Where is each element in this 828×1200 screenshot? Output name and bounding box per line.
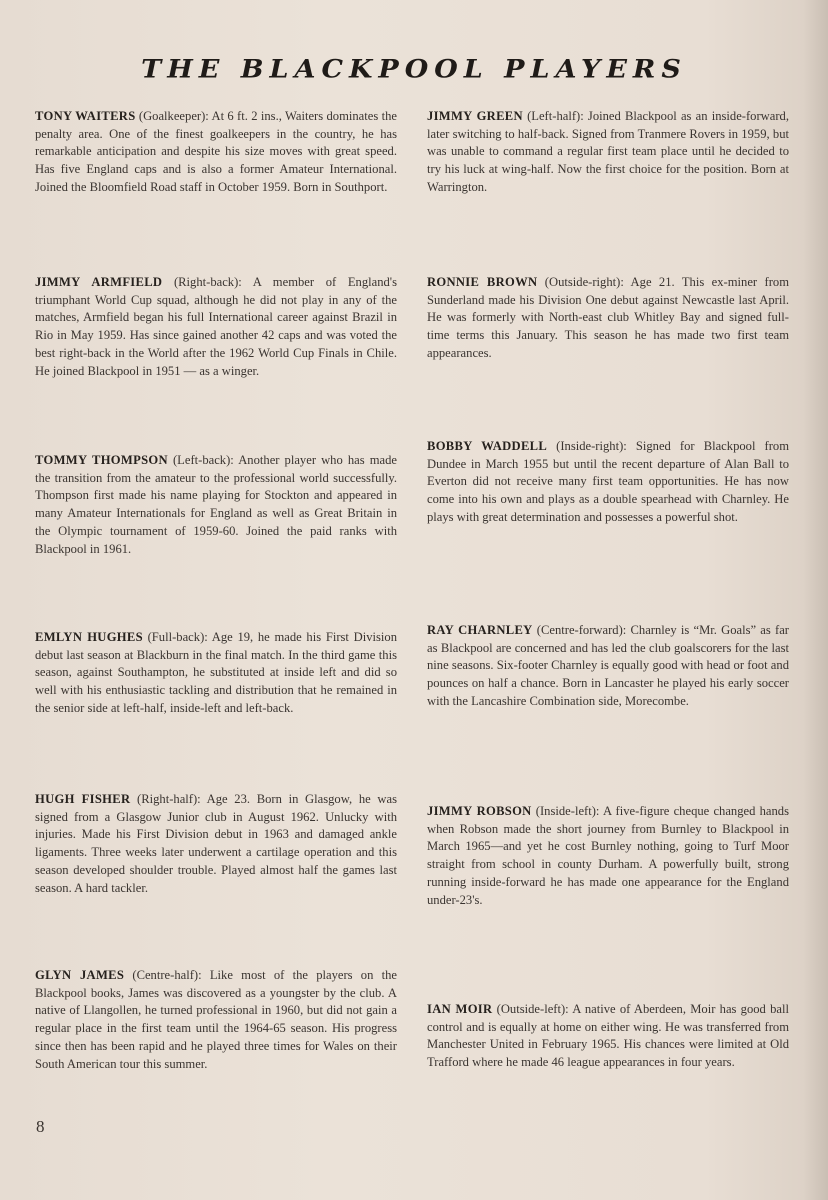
player-bio: Like most of the players on the Blackpool books, James was discovered as a youngster by the club. A native of Llangollen, he turned professional in 1960, but did not gain a regular place in the first team until the 1964-65 season. His progress since then has been rapid and he played three times for Wales on their South American tour this summer. <box>35 968 397 1071</box>
player-name: IAN MOIR <box>427 1002 493 1016</box>
player-entry-glyn-james <box>35 967 397 1073</box>
player-entry-jimmy-green <box>427 108 789 197</box>
player-bio: Age 23. Born in Glasgow, he was signed from a Glasgow Junior club in August 1962. Unlucky with injuries. Made his First Division debut in 1963 and damaged ankle ligaments. Three weeks later underwent a cartilage operation and this season developed shoulder trouble. Played almost half the games last season. A hard tackler. <box>35 792 397 895</box>
player-position: (Centre-half): <box>132 968 202 982</box>
player-bio: At 6 ft. 2 ins., Waiters dominates the penalty area. One of the finest goalkeepers in the country, he has remarkable anticipation and despite his size moves with great speed. Has five England caps and is also a former Amateur International. Joined the Bloomfield Road staff in October 1959. Born in Southport. <box>35 109 397 194</box>
player-entry-ronnie-brown <box>427 274 789 363</box>
page-title: THE BLACKPOOL PLAYERS <box>141 54 687 85</box>
player-entry-emlyn-hughes <box>35 629 397 718</box>
player-position: (Right-half): <box>137 792 201 806</box>
player-entry-jimmy-robson <box>427 803 789 909</box>
player-name: JIMMY ROBSON <box>427 804 532 818</box>
player-position: (Centre-forward): <box>536 623 627 637</box>
player-bio: Joined Blackpool as an inside-forward, later switching to half-back. Signed from Tranmere Rovers in 1959, but was unable to command a regular first team place until he decided to try his luck at wing-half. Now the first choice for the position. Born at Warrington. <box>427 109 789 194</box>
player-entry-tony-waiters <box>35 108 397 197</box>
player-name: GLYN JAMES <box>35 968 125 982</box>
player-entry-jimmy-armfield <box>35 274 397 380</box>
player-name: RONNIE BROWN <box>427 275 538 289</box>
player-bio: Age 21. This ex-miner from Sunderland made his Division One debut against Newcastle last April. He was formerly with North-east club Whitley Bay and signed full-time terms this January. This season he has made two first team appearances. <box>427 275 789 360</box>
player-name: EMLYN HUGHES <box>35 630 143 644</box>
player-bio: A five-figure cheque changed hands when Robson made the short journey from Burnley to Blackpool in March 1965—and yet he cost Burnley nothing, going to Turf Moor straight from school in county Durham. A powerfully built, strong running inside-forward he has made one appearance for the England under-23's. <box>427 804 789 907</box>
player-entry-bobby-waddell <box>427 438 789 527</box>
player-bio: Age 19, he made his First Division debut last season at Blackburn in the final match. In the third game this season, against Southampton, he substituted at inside left and did so well with his enthusiastic tackling and distribution that he remained in the senior side at left-half, inside-left and left-back. <box>35 630 397 715</box>
player-position: (Outside-right): <box>544 275 624 289</box>
player-position: (Outside-left): <box>496 1002 569 1016</box>
player-bio: Charnley is “Mr. Goals” as far as Blackpool are concerned and has led the club goalscorers for the last nine seasons. Six-footer Charnley is equally good with head or foot and pounces on half a chance. Born in Lancaster he played his early soccer with the Lancashire Combination side, Morecombe. <box>427 623 789 708</box>
player-bio: Another player who has made the transition from the amateur to the professional world successfully. Thompson first made his name playing for Stockton and appeared in many Amateur Internationals for England as well as Great Britain in the Olympic tournament of 1959-60. Joined the paid ranks with Blackpool in 1961. <box>35 453 397 556</box>
player-name: TONY WAITERS <box>35 109 136 123</box>
player-entry-tommy-thompson <box>35 452 397 558</box>
player-name: HUGH FISHER <box>35 792 131 806</box>
player-position: (Goalkeeper): <box>138 109 209 123</box>
player-entry-ian-moir <box>427 1001 789 1072</box>
player-position: (Left-half): <box>527 109 584 123</box>
player-name: BOBBY WADDELL <box>427 439 548 453</box>
player-name: JIMMY GREEN <box>427 109 523 123</box>
page-number: 8 <box>36 1117 45 1136</box>
player-position: (Inside-right): <box>556 439 627 453</box>
player-name: RAY CHARNLEY <box>427 623 533 637</box>
player-bio: A native of Aberdeen, Moir has good ball control and is equally at home on either wing. He was transferred from Manchester United in February 1965. His chances were limited at Old Trafford where he made 46 league appearances in four years. <box>427 1002 789 1070</box>
player-position: (Left-back): <box>172 453 234 467</box>
player-bio: A member of England's triumphant World Cup squad, although he did not play in any of the matches, Armfield began his full International career against Brazil in Rio in May 1959. Has since gained another 42 caps and was voted the best right-back in the World after the 1962 World Cup Finals in Chile. He joined Blackpool in 1951 — as a winger. <box>35 275 397 378</box>
player-name: JIMMY ARMFIELD <box>35 275 163 289</box>
player-position: (Inside-left): <box>535 804 600 818</box>
player-position: (Full-back): <box>147 630 208 644</box>
player-entry-hugh-fisher <box>35 791 397 897</box>
player-name: TOMMY THOMPSON <box>35 453 168 467</box>
player-position: (Right-back): <box>173 275 242 289</box>
player-entry-ray-charnley <box>427 622 789 711</box>
player-bio: Signed for Blackpool from Dundee in March 1955 but until the recent departure of Alan Ball to Everton did not receive many first team opportunities. He has now come into his own and plays as a double spearhead with Charnley. He plays with great determination and possesses a powerful shot. <box>427 439 790 524</box>
